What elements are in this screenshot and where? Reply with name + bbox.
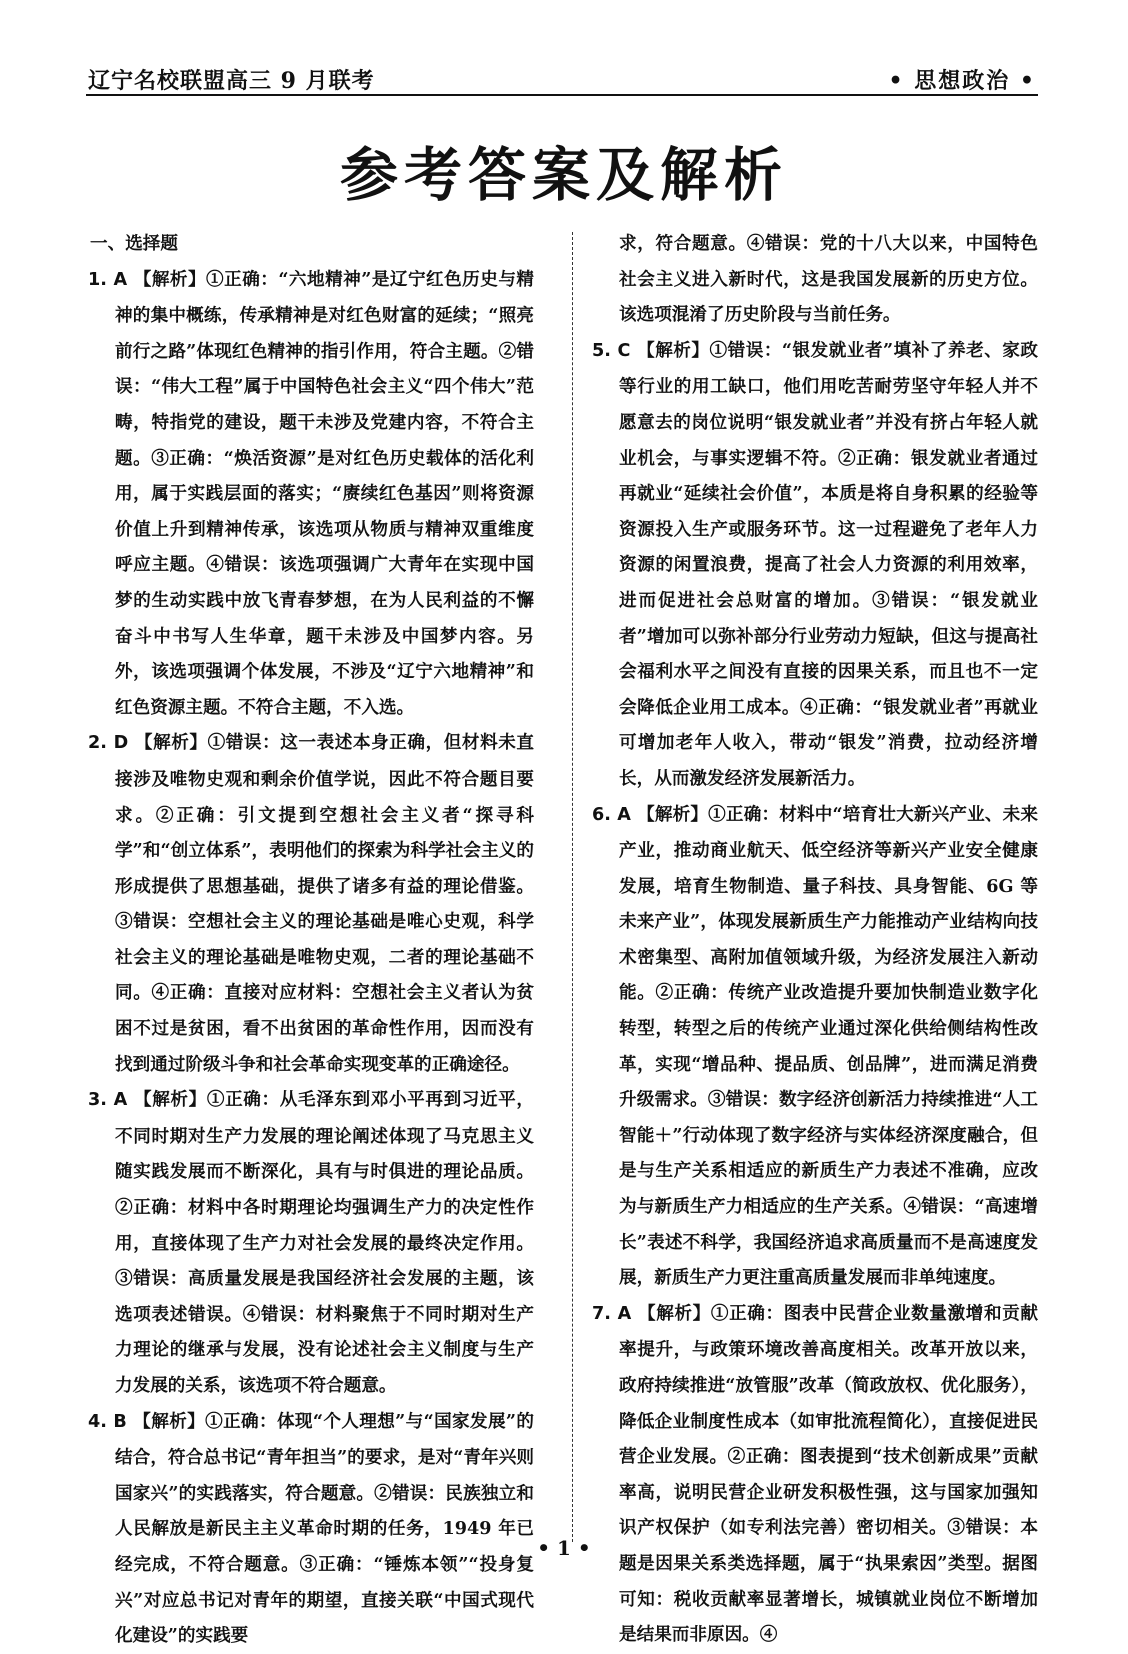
answer-lead: 6. A 【解析】	[592, 804, 709, 825]
answer-item-2	[88, 725, 534, 1082]
answer-item-4-continued: 求，符合题意。④错误：党的十八大以来，中国特色社会主义进入新时代，这是我国发展新的历史方位。该选项混淆了历史阶段与当前任务。	[619, 233, 1038, 326]
answer-text: ①正确：图表中民营企业数量激增和贡献率提升，与政策环境改善高度相关。改革开放以来，政府持续推进“放管服”改革（简政放权、优化服务），降低企业制度性成本（如审批流程简化），直接促进民营企业发展。②正确：图表提到“技术创新成果”贡献率高，说明民营企业研发积极性强，这与国家加强知识产权保护（如专利法完善）密切相关。③错误：本题是因果关系类选择题，属于“执果索因”类型。据图可知：税收贡献率显著增长，城镇就业岗位不断增加是结果而非原因。④	[619, 1302, 1038, 1646]
page-header	[86, 8, 1038, 96]
section-title: 一、选择题	[90, 233, 178, 254]
page-number: • 1 •	[537, 1536, 591, 1560]
left-column	[88, 226, 534, 1654]
header-exam-name: 辽宁名校联盟高三 9 月联考	[88, 68, 375, 94]
answer-item-4	[88, 1404, 534, 1654]
answer-lead: 7. A 【解析】	[592, 1303, 711, 1324]
answer-lead: 3. A 【解析】	[88, 1090, 207, 1111]
answer-text: ①正确：体现“个人理想”与“国家发展”的结合，符合总书记“青年担当”的要求，是对“青年兴则国家兴”的实践落实，符合题意。②错误：民族独立和人民解放是新民主主义革命时期的任务，1949 年已经完成，不符合题意。③正确：“锤炼本领”“投身复兴”对应总书记对青年的期望，直接关联“中国式现代化建设”的实践要	[115, 1410, 534, 1647]
answer-lead: 1. A 【解析】	[88, 269, 207, 290]
answer-item-5	[592, 333, 1038, 797]
right-column	[592, 226, 1038, 1653]
answer-item-7	[592, 1296, 1038, 1653]
answer-text: ①正确：从毛泽东到邓小平再到习近平，不同时期对生产力发展的理论阐述体现了马克思主义随实践发展而不断深化，具有与时俱进的理论品质。②正确：材料中各时期理论均强调生产力的决定性作用，直接体现了生产力对社会发展的最终决定作用。③错误：高质量发展是我国经济社会发展的主题，该选项表述错误。④错误：材料聚焦于不同时期对生产力理论的继承与发展，没有论述社会主义制度与生产力发展的关系，该选项不符合题意。	[115, 1089, 534, 1396]
header-subject: • 思想政治 •	[888, 68, 1036, 94]
answer-text: ①错误：“银发就业者”填补了养老、家政等行业的用工缺口，他们用吃苦耐劳坚守年轻人并不愿意去的岗位说明“银发就业者”并没有挤占年轻人就业机会，与事实逻辑不符。②正确：银发就业者通过再就业“延续社会价值”，本质是将自身积累的经验等资源投入生产或服务环节。这一过程避免了老年人力资源的闲置浪费，提高了社会人力资源的利用效率，进而促进社会总财富的增加。③错误：“银发就业者”增加可以弥补部分行业劳动力短缺，但这与提高社会福利水平之间没有直接的因果关系，而且也不一定会降低企业用工成本。④正确：“银发就业者”再就业可增加老年人收入，带动“银发”消费，拉动经济增长，从而激发经济发展新活力。	[619, 339, 1038, 789]
answer-text: ①正确：材料中“培育壮大新兴产业、未来产业，推动商业航天、低空经济等新兴产业安全健康发展，培育生物制造、量子科技、具身智能、6G 等未来产业”，体现发展新质生产力能推动产业结构向技术密集型、高附加值领域升级，为经济发展注入新动能。②正确：传统产业改造提升要加快制造业数字化转型，转型之后的传统产业通过深化供给侧结构性改革，实现“增品种、提品质、创品牌”，进而满足消费升级需求。③错误：数字经济创新活力持续推进“人工智能＋”行动体现了数字经济与实体经济深度融合，但是与生产关系相适应的新质生产力表述不准确，应改为与新质生产力相适应的生产关系。④错误：“高速增长”表述不科学，我国经济追求高质量而不是高速度发展，新质生产力更注重高质量发展而非单纯速度。	[619, 803, 1038, 1289]
answer-item-1	[88, 262, 534, 726]
column-divider	[572, 232, 573, 1542]
answer-text: ①错误：这一表述本身正确，但材料未直接涉及唯物史观和剩余价值学说，因此不符合题目要求。②正确：引文提到空想社会主义者“探寻科学”和“创立体系”，表明他们的探索为科学社会主义的形成提供了思想基础，提供了诸多有益的理论借鉴。③错误：空想社会主义的理论基础是唯心史观，科学社会主义的理论基础是唯物史观，二者的理论基础不同。④正确：直接对应材料：空想社会主义者认为贫困不过是贫困，看不出贫困的革命性作用，因而没有找到通过阶级斗争和社会革命实现变革的正确途径。	[115, 732, 534, 1075]
answer-lead: 4. B 【解析】	[88, 1411, 206, 1432]
answer-lead: 2. D 【解析】	[88, 733, 208, 754]
answer-item-3	[88, 1082, 534, 1403]
answer-text: ①正确：“六地精神”是辽宁红色历史与精神的集中概练，传承精神是对红色财富的延续；“照亮前行之路”体现红色精神的指引作用，符合主题。②错误：“伟大工程”属于中国特色社会主义“四个伟大”范畴，特指党的建设，题干未涉及党建内容，不符合主题。③正确：“焕活资源”是对红色历史载体的活化利用，属于实践层面的落实；“赓续红色基因”则将资源价值上升到精神传承，该选项从物质与精神双重维度呼应主题。④错误：该选项强调广大青年在实现中国梦的生动实践中放飞青春梦想，在为人民利益的不懈奋斗中书写人生华章，题干未涉及中国梦内容。另外，该选项强调个体发展，不涉及“辽宁六地精神”和红色资源主题。不符合主题，不入选。	[115, 268, 534, 718]
page-title: 参考答案及解析	[339, 141, 788, 209]
answer-lead: 5. C 【解析】	[592, 340, 710, 361]
answer-item-6	[592, 797, 1038, 1296]
